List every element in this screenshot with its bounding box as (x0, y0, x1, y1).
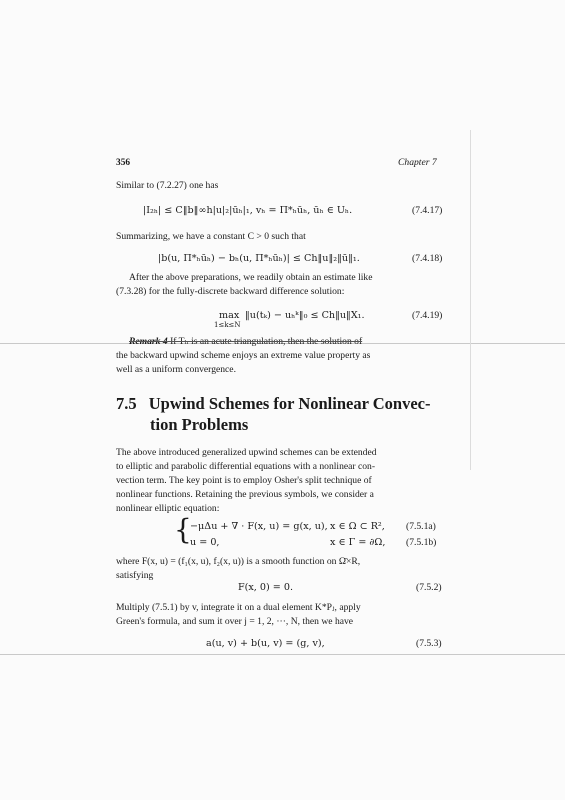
equation-7-5-3: a(u, v) + b(u, v) = (g, v), (206, 638, 325, 649)
intro-line: Similar to (7.2.27) one has (116, 180, 219, 191)
remark-text-1: If Tₕ is an acute triangulation, then the solution of (170, 336, 363, 347)
page-number: 356 (116, 158, 131, 168)
equation-7-4-19-subscript: 1≤k≤N (214, 321, 241, 329)
equation-number-7-5-1a: (7.5.1a) (406, 521, 436, 532)
equation-number-7-4-18: (7.4.18) (412, 253, 443, 264)
equation-7-5-2: F(x, 0) = 0. (238, 582, 294, 593)
equation-system-brace: { (174, 513, 192, 546)
equation-7-5-1b-domain: x ∈ Γ = ∂Ω, (330, 537, 386, 548)
p2-line-1: The above introduced generalized upwind schemes can be extended (116, 447, 377, 458)
p2-line-5: nonlinear elliptic equation: (116, 503, 220, 514)
p2-line-4: nonlinear functions. Retaining the previous symbols, we consider a (116, 489, 374, 500)
remark-label: Remark 4 (129, 336, 168, 347)
multiply-line-1: Multiply (7.5.1) by v, integrate it on a dual element K*Pⱼ, apply (116, 602, 361, 613)
after-line-2: (7.3.28) for the fully-discrete backward difference solution: (116, 286, 345, 297)
equation-number-7-4-19: (7.4.19) (412, 310, 443, 321)
equation-7-5-1b: u = 0, (190, 537, 220, 548)
p2-line-3: vection term. The key point is to employ Osher's split technique of (116, 475, 372, 486)
remark-line-3: well as a uniform convergence. (116, 364, 236, 375)
scan-rule-right (470, 130, 471, 470)
where-line-2: satisfying (116, 570, 154, 581)
equation-number-7-4-17: (7.4.17) (412, 205, 443, 216)
multiply-line-2: Green's formula, and sum it over j = 1, 2, ···, N, then we have (116, 616, 354, 627)
running-head-chapter: Chapter 7 (398, 157, 437, 168)
remark-line-2: the backward upwind scheme enjoys an extreme value property as (116, 350, 371, 361)
section-heading (116, 394, 430, 414)
equation-7-4-19-max: max (219, 310, 240, 321)
equation-number-7-5-1b: (7.5.1b) (406, 537, 437, 548)
equation-number-7-5-3: (7.5.3) (416, 638, 442, 649)
equation-7-4-19: ‖u(tₖ) − uₕᵏ‖₀ ≤ Ch‖u‖X₁. (245, 310, 365, 321)
after-line-1: After the above preparations, we readily obtain an estimate like (129, 272, 373, 283)
equation-7-5-1a: −μΔu + ∇ · F(x, u) = g(x, u), (190, 521, 328, 532)
remark-line-1 (129, 335, 362, 349)
section-title-2: tion Problems (150, 415, 249, 434)
equation-7-4-18: |b(u, Π*ₕūₕ) − bₕ(u, Π*ₕūₕ)| ≤ Ch‖u‖₂‖ū‖₁. (158, 253, 360, 264)
section-title-1: Upwind Schemes for Nonlinear Convec- (148, 394, 431, 413)
equation-7-4-17: |I₂ₕ| ≤ C‖b‖∞h|u|₂|ūₕ|₁, vₕ = Π*ₕūₕ, ūₕ ∈ Uₕ. (143, 205, 353, 216)
summarizing-line: Summarizing, we have a constant C > 0 such that (116, 231, 306, 242)
equation-7-5-1a-domain: x ∈ Ω ⊂ R², (330, 521, 385, 532)
where-line-1: where F(x, u) = (f₁(x, u), f₂(x, u)) is a smooth function on Ω̄×R, (116, 556, 361, 567)
equation-number-7-5-2: (7.5.2) (416, 582, 442, 593)
section-number: 7.5 (116, 394, 137, 413)
scan-rule-bottom (0, 654, 565, 655)
p2-line-2: to elliptic and parabolic differential equations with a nonlinear con- (116, 461, 376, 472)
